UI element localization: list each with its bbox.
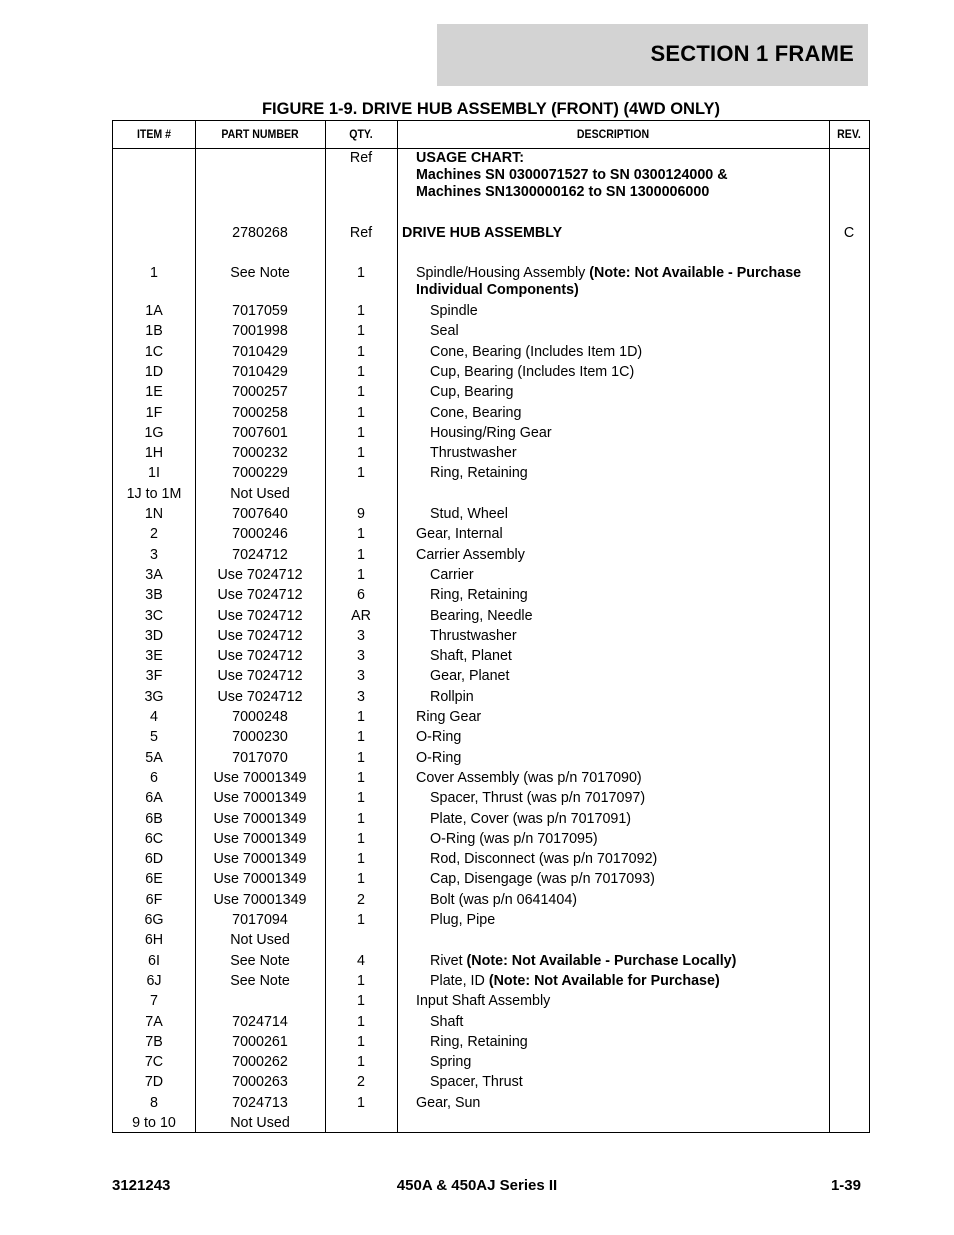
footer-model: 450A & 450AJ Series II (396, 1177, 558, 1194)
item-number: 4 (150, 709, 158, 725)
part-number: Use 70001349 (213, 830, 307, 847)
description-text: Cup, Bearing (430, 384, 514, 401)
description-text: Plate, Cover (was p/n 7017091) (430, 810, 632, 827)
description (430, 912, 856, 929)
usage-chart-line: Machines SN 0300071527 to SN 0300124000 & (416, 167, 728, 183)
part-number: Use 7024712 (217, 566, 303, 583)
description (430, 425, 856, 442)
part-number: Use 7024712 (217, 587, 303, 604)
quantity: 1 (357, 1033, 365, 1050)
description-text: Shaft (430, 1013, 464, 1030)
description-text: O-Ring (416, 729, 462, 746)
part-number: 7001998 (232, 323, 288, 340)
item-number: 6B (145, 810, 163, 827)
part-number: See Note (230, 972, 290, 989)
description-note: (Note: Not Available for Purchase) (488, 972, 720, 989)
item-number: 1N (144, 506, 164, 522)
part-number: 7000248 (232, 709, 288, 725)
quantity: 1 (357, 749, 365, 766)
item-number: 6F (145, 891, 163, 908)
item-number: 6E (145, 871, 163, 888)
quantity: 9 (357, 506, 365, 522)
quantity: 1 (357, 424, 365, 441)
quantity: 1 (357, 404, 365, 421)
quantity: 1 (357, 1013, 365, 1030)
column-header-item: ITEM # (136, 127, 172, 141)
description-text: Input Shaft Assembly (416, 993, 551, 1010)
item-number: 1G (144, 424, 164, 441)
part-number: Use 7024712 (217, 648, 303, 665)
quantity: 3 (357, 688, 365, 705)
description-text: Housing/Ring Gear (430, 424, 552, 441)
quantity: 1 (357, 790, 365, 807)
description-text: Cone, Bearing (Includes Item 1D) (430, 343, 643, 360)
section-title: SECTION 1 FRAME (650, 41, 854, 66)
parts-table (112, 120, 870, 1133)
description-text: Rivet (430, 952, 467, 969)
description (416, 993, 842, 1010)
description-note: (Note: Not Available - Purchase (589, 265, 802, 281)
item-number: 6 (150, 769, 158, 786)
part-number: Use 7024712 (217, 627, 303, 644)
part-number: 7000230 (232, 729, 288, 746)
item-number: 1 (150, 265, 158, 281)
description-text: Carrier Assembly (416, 546, 525, 563)
part-number: Use 70001349 (213, 871, 307, 888)
part-number: 7010429 (232, 363, 288, 380)
description (430, 871, 856, 888)
description-text: Gear, Sun (416, 1094, 481, 1111)
part-number: Not Used (230, 932, 290, 949)
item-number: 6I (148, 952, 160, 969)
description-text: Rollpin (430, 688, 474, 705)
quantity: 1 (357, 851, 365, 868)
part-number: Use 7024712 (217, 688, 303, 705)
description (430, 628, 856, 645)
part-number: 7000262 (232, 1054, 288, 1071)
description (416, 547, 842, 564)
item-number: 1B (145, 323, 163, 340)
quantity: 1 (357, 810, 365, 827)
item-number: 5 (150, 729, 158, 746)
quantity: 1 (357, 1094, 365, 1111)
description (430, 364, 856, 381)
section-header (437, 24, 868, 86)
part-number: Use 7024712 (217, 668, 303, 685)
description: DRIVE HUB ASSEMBLY (402, 225, 563, 241)
quantity: 1 (357, 343, 365, 360)
item-number: 6D (144, 851, 164, 868)
usage-chart-text (416, 150, 842, 201)
item-number: 6C (144, 830, 164, 847)
description-text: Bearing, Needle (430, 607, 533, 624)
quantity: 1 (357, 1054, 365, 1071)
description-text: Cap, Disengage (was p/n 7017093) (430, 871, 655, 888)
description (416, 709, 842, 726)
quantity: 3 (357, 668, 365, 685)
description-note: Individual Components) (416, 282, 579, 298)
description (430, 344, 856, 361)
quantity: 1 (357, 546, 365, 563)
description-text: Shaft, Planet (430, 648, 512, 665)
description (430, 567, 856, 584)
item-number: 9 to 10 (132, 1115, 176, 1131)
description-text: Carrier (430, 566, 474, 583)
part-number: Use 7024712 (217, 607, 303, 624)
description (430, 1074, 856, 1091)
description (430, 689, 856, 706)
part-number: 7007640 (232, 506, 288, 522)
description-text: Ring Gear (416, 709, 482, 725)
description (430, 953, 856, 970)
part-number: 7024713 (232, 1094, 288, 1111)
usage-chart-title: USAGE CHART: (416, 150, 525, 166)
quantity: 1 (357, 871, 365, 888)
part-number: 7000263 (232, 1074, 288, 1091)
description (430, 973, 856, 990)
description (416, 1095, 842, 1112)
description-text: Bolt (was p/n 0641404) (430, 891, 578, 908)
quantity: 1 (357, 526, 365, 543)
quantity: 2 (357, 891, 365, 908)
quantity: 1 (357, 972, 365, 989)
item-number: 1A (145, 303, 163, 319)
part-number: Use 70001349 (213, 851, 307, 868)
item-number: 3G (144, 688, 164, 705)
header-divider (113, 148, 869, 149)
description (430, 405, 856, 422)
quantity: 1 (357, 566, 365, 583)
item-number: 7 (150, 993, 158, 1010)
quantity: 1 (357, 729, 365, 746)
usage-chart-qty: Ref (349, 150, 373, 166)
description-text: Spacer, Thrust (was p/n 7017097) (430, 790, 646, 807)
description (430, 384, 856, 401)
description-text: Seal (430, 323, 459, 340)
description-text: Ring, Retaining (430, 465, 528, 482)
item-number: 1D (144, 363, 164, 380)
description (416, 729, 842, 746)
part-number: 7017059 (232, 303, 288, 319)
quantity: 4 (357, 952, 365, 969)
item-number: 1E (145, 384, 163, 401)
item-number: 1J to 1M (126, 485, 182, 502)
description-text: O-Ring (416, 749, 462, 766)
quantity: 1 (357, 363, 365, 380)
quantity: 1 (357, 769, 365, 786)
description-text: Plug, Pipe (430, 912, 496, 928)
part-number: Not Used (230, 485, 290, 502)
part-number: 7000246 (232, 526, 288, 543)
description (430, 851, 856, 868)
description (430, 465, 856, 482)
quantity: 2 (357, 1074, 365, 1091)
description-text: O-Ring (was p/n 7017095) (430, 830, 598, 847)
quantity: 1 (357, 709, 365, 725)
item-number: 3B (145, 587, 163, 604)
part-number: 7000232 (232, 445, 288, 462)
part-number: Use 70001349 (213, 790, 307, 807)
description (430, 790, 856, 807)
part-number: Use 70001349 (213, 769, 307, 786)
column-header-qty: QTY. (349, 127, 373, 141)
description (430, 445, 856, 462)
quantity: AR (351, 607, 371, 624)
part-number: 7010429 (232, 343, 288, 360)
part-number: 7007601 (232, 424, 288, 441)
item-number: 6H (144, 932, 164, 949)
column-header-part-number: PART NUMBER (221, 127, 299, 141)
revision: C (843, 225, 855, 241)
description-text: Spacer, Thrust (430, 1074, 523, 1091)
description (430, 303, 856, 320)
description (416, 526, 842, 543)
description (416, 750, 842, 767)
part-number: Not Used (230, 1115, 290, 1131)
description (430, 323, 856, 340)
item-number: 6A (145, 790, 163, 807)
description (430, 1014, 856, 1031)
description-text: Thrustwasher (430, 445, 517, 462)
quantity: 1 (357, 323, 365, 340)
part-number: 7000261 (232, 1033, 288, 1050)
description-text: Spindle/Housing Assembly (416, 265, 590, 281)
quantity: 1 (357, 384, 365, 401)
item-number: 1H (144, 445, 164, 462)
item-number: 6J (146, 972, 162, 989)
quantity: 6 (357, 587, 365, 604)
quantity: 1 (357, 912, 365, 928)
description (430, 1054, 856, 1071)
part-number: 2780268 (232, 225, 288, 241)
description (416, 770, 842, 787)
description-text: Plate, ID (430, 972, 489, 989)
item-number: 8 (150, 1094, 158, 1111)
part-number: 7000257 (232, 384, 288, 401)
quantity: 1 (357, 830, 365, 847)
item-number: 3D (144, 627, 164, 644)
part-number: 7000258 (232, 404, 288, 421)
item-number: 1C (144, 343, 164, 360)
description-text: Gear, Internal (416, 526, 503, 543)
column-header-description: DESCRIPTION (576, 127, 650, 141)
footer-doc-number: 3121243 (112, 1177, 171, 1194)
item-number: 7A (145, 1013, 163, 1030)
item-number: 3F (145, 668, 163, 685)
item-number: 3E (145, 648, 163, 665)
quantity: Ref (349, 225, 373, 241)
description (430, 892, 856, 909)
description (430, 831, 856, 848)
description (430, 506, 856, 523)
quantity: 3 (357, 648, 365, 665)
quantity: 1 (357, 303, 365, 319)
item-number: 7B (145, 1033, 163, 1050)
item-number: 7C (144, 1054, 164, 1071)
item-number: 6G (144, 912, 164, 928)
part-number: 7017094 (232, 912, 288, 928)
quantity: 1 (357, 265, 365, 281)
item-number: 5A (145, 749, 163, 766)
quantity: 1 (357, 465, 365, 482)
description (430, 587, 856, 604)
description-text: Rod, Disconnect (was p/n 7017092) (430, 851, 658, 868)
part-number: See Note (230, 952, 290, 969)
quantity: 1 (357, 993, 365, 1010)
part-number: 7024714 (232, 1013, 288, 1030)
part-number: 7024712 (232, 546, 288, 563)
description-text: Cone, Bearing (430, 404, 522, 421)
description-text: Spring (430, 1054, 472, 1071)
column-divider (397, 121, 398, 1132)
description-text: Cup, Bearing (Includes Item 1C) (430, 363, 635, 380)
description-note: (Note: Not Available - Purchase Locally) (466, 952, 737, 969)
footer-page-number: 1-39 (830, 1177, 861, 1194)
item-number: 3 (150, 546, 158, 563)
part-number: Use 70001349 (213, 891, 307, 908)
item-number: 1F (145, 404, 163, 421)
description-text: Stud, Wheel (430, 506, 508, 522)
item-number: 3C (144, 607, 164, 624)
item-number: 2 (150, 526, 158, 543)
description-text: Gear, Planet (430, 668, 510, 685)
usage-chart-line: Machines SN1300000162 to SN 1300006000 (416, 184, 710, 200)
description (430, 648, 856, 665)
part-number: See Note (230, 265, 290, 281)
part-number: Use 70001349 (213, 810, 307, 827)
column-header-rev: REV. (837, 127, 861, 141)
part-number: 7000229 (232, 465, 288, 482)
description (430, 1034, 856, 1051)
quantity: 1 (357, 445, 365, 462)
description (430, 608, 856, 625)
quantity: 3 (357, 627, 365, 644)
description-text: Spindle (430, 303, 478, 319)
description-text: Ring, Retaining (430, 1033, 528, 1050)
figure-title: FIGURE 1-9. DRIVE HUB ASSEMBLY (FRONT) (4WD ONLY) (261, 100, 721, 118)
description-text: Ring, Retaining (430, 587, 528, 604)
description (430, 668, 856, 685)
item-number: 3A (145, 566, 163, 583)
part-number: 7017070 (232, 749, 288, 766)
description-text: Cover Assembly (was p/n 7017090) (416, 769, 642, 786)
description (430, 811, 856, 828)
item-number: 7D (144, 1074, 164, 1091)
description-text: Thrustwasher (430, 627, 517, 644)
description (416, 265, 842, 299)
item-number: 1I (148, 465, 160, 482)
